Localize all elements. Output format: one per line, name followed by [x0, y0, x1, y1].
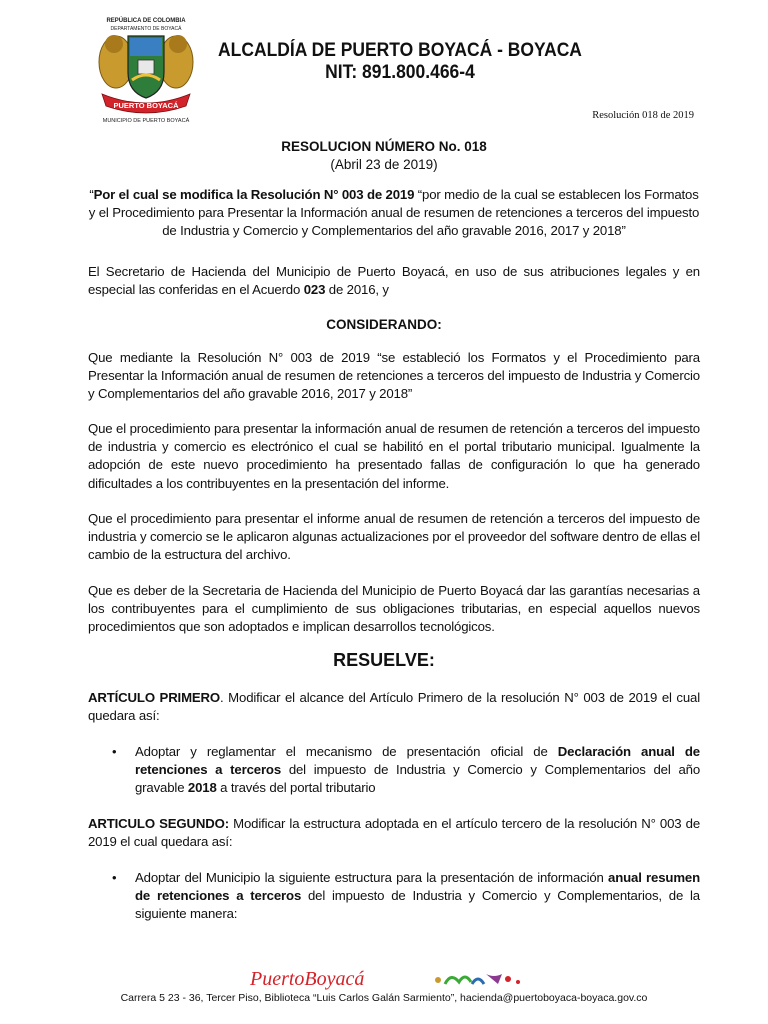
considerando-heading: CONSIDERANDO:	[326, 317, 442, 332]
crest-ribbon-text: PUERTO BOYACÁ	[113, 101, 179, 110]
puerto-boyaca-logo-icon	[240, 964, 530, 992]
considerando-paragraph-1: Que mediante la Resolución N° 003 de 2019 “se estableció los Formatos y el Procedimiento para Presentar la Información anual de resumen de retenciones a terceros del impuesto de Industria y Comercio y Complementarios del año gravable 2016, 2017 y 2018”	[88, 350, 700, 402]
header-title-line1: ALCALDÍA DE PUERTO BOYACÁ - BOYACA	[218, 40, 582, 61]
articulo-primero-bullet: Adoptar y reglamentar el mecanismo de presentación oficial de Declaración anual de retenciones a terceros del impuesto de Industria y Comercio y Complementarios del año gravable 2018 a través del portal tributario	[135, 744, 700, 796]
considerando-paragraph-4: Que es deber de la Secretaria de Hacienda del Municipio de Puerto Boyacá dar las garantías necesarias a los contribuyentes para el cumplimiento de sus obligaciones tributarias, en especial aquellos nuevos procedimientos que son adoptados e implican desarrollos tecnológicos.	[88, 583, 700, 635]
footer-logo-text: PuertoBoyacá	[250, 968, 365, 990]
intro-bold: Por el cual se modifica la Resolución N° 003 de 2019	[93, 187, 415, 202]
articulo-segundo: ARTICULO SEGUNDO: Modificar la estructura adoptada en el artículo tercero de la resolución N° 003 de 2019 el cual quedara así:	[88, 816, 701, 850]
municipal-crest-logo	[92, 14, 200, 124]
bullet-marker: •	[112, 744, 117, 759]
resolution-date: (Abril 23 de 2019)	[330, 157, 438, 172]
resolution-number: RESOLUCION NÚMERO No. 018	[281, 139, 487, 154]
preamble-paragraph: El Secretario de Hacienda del Municipio de Puerto Boyacá, en uso de sus atribuciones legales y en especial las conferidas en el Acuerdo 023 de 2016, y	[88, 264, 700, 298]
footer-address: Carrera 5 23 - 36, Tercer Piso, Biblioteca “Luis Carlos Galán Sarmiento”, hacienda@puertoboyaca-boyaca.gov.co	[120, 992, 648, 1004]
crest-top-text: REPÚBLICA DE COLOMBIA	[106, 18, 186, 24]
considerando-paragraph-2: Que el procedimiento para presentar la información anual de resumen de retención a terceros del impuesto de industria y comercio es electrónico el cual se habilitó en el portal tributario municipal. Igualmente la adopción de este nuevo procedimiento ha presentado fallas de configuración lo que ha generado dificultades a los contribuyentes en la presentación del informe.	[88, 421, 700, 491]
intro-paragraph: “Por el cual se modifica la Resolución N° 003 de 2019 “por medio de la cual se establecen los Formatos y el Procedimiento para Presentar la Información anual de resumen de retenciones a terceros del impuesto de Industria y Comercio y Complementarios del año gravable 2016, 2017 y 2018”	[88, 187, 700, 239]
resuelve-heading: RESUELVE:	[333, 650, 435, 670]
crest-icon	[92, 14, 200, 124]
considerando-paragraph-3: Que el procedimiento para presentar el informe anual de resumen de retención a terceros del impuesto de industria y comercio se le aplicaron algunas actualizaciones por el proveedor del software dentro de ellas el cambio de la estructura del archivo.	[88, 511, 700, 563]
articulo-primero: ARTÍCULO PRIMERO. Modificar el alcance del Artículo Primero de la resolución N° 003 de 2019 el cual quedara así:	[88, 690, 701, 724]
bullet-marker: •	[112, 870, 117, 885]
resolution-title-block	[0, 138, 768, 174]
resolution-reference: Resolución 018 de 2019	[592, 110, 694, 121]
document-header-title	[216, 40, 584, 84]
crest-sub-text: DEPARTAMENTO DE BOYACÁ	[110, 26, 182, 32]
footer-logo	[240, 964, 530, 992]
articulo-segundo-bullet: Adoptar del Municipio la siguiente estructura para la presentación de información anual resumen de retenciones a terceros del impuesto de Industria y Comercio y Complementarios, de la siguiente manera:	[135, 870, 700, 922]
crest-bottom-text: MUNICIPIO DE PUERTO BOYACÁ	[102, 118, 190, 124]
header-nit: NIT: 891.800.466-4	[325, 62, 475, 83]
